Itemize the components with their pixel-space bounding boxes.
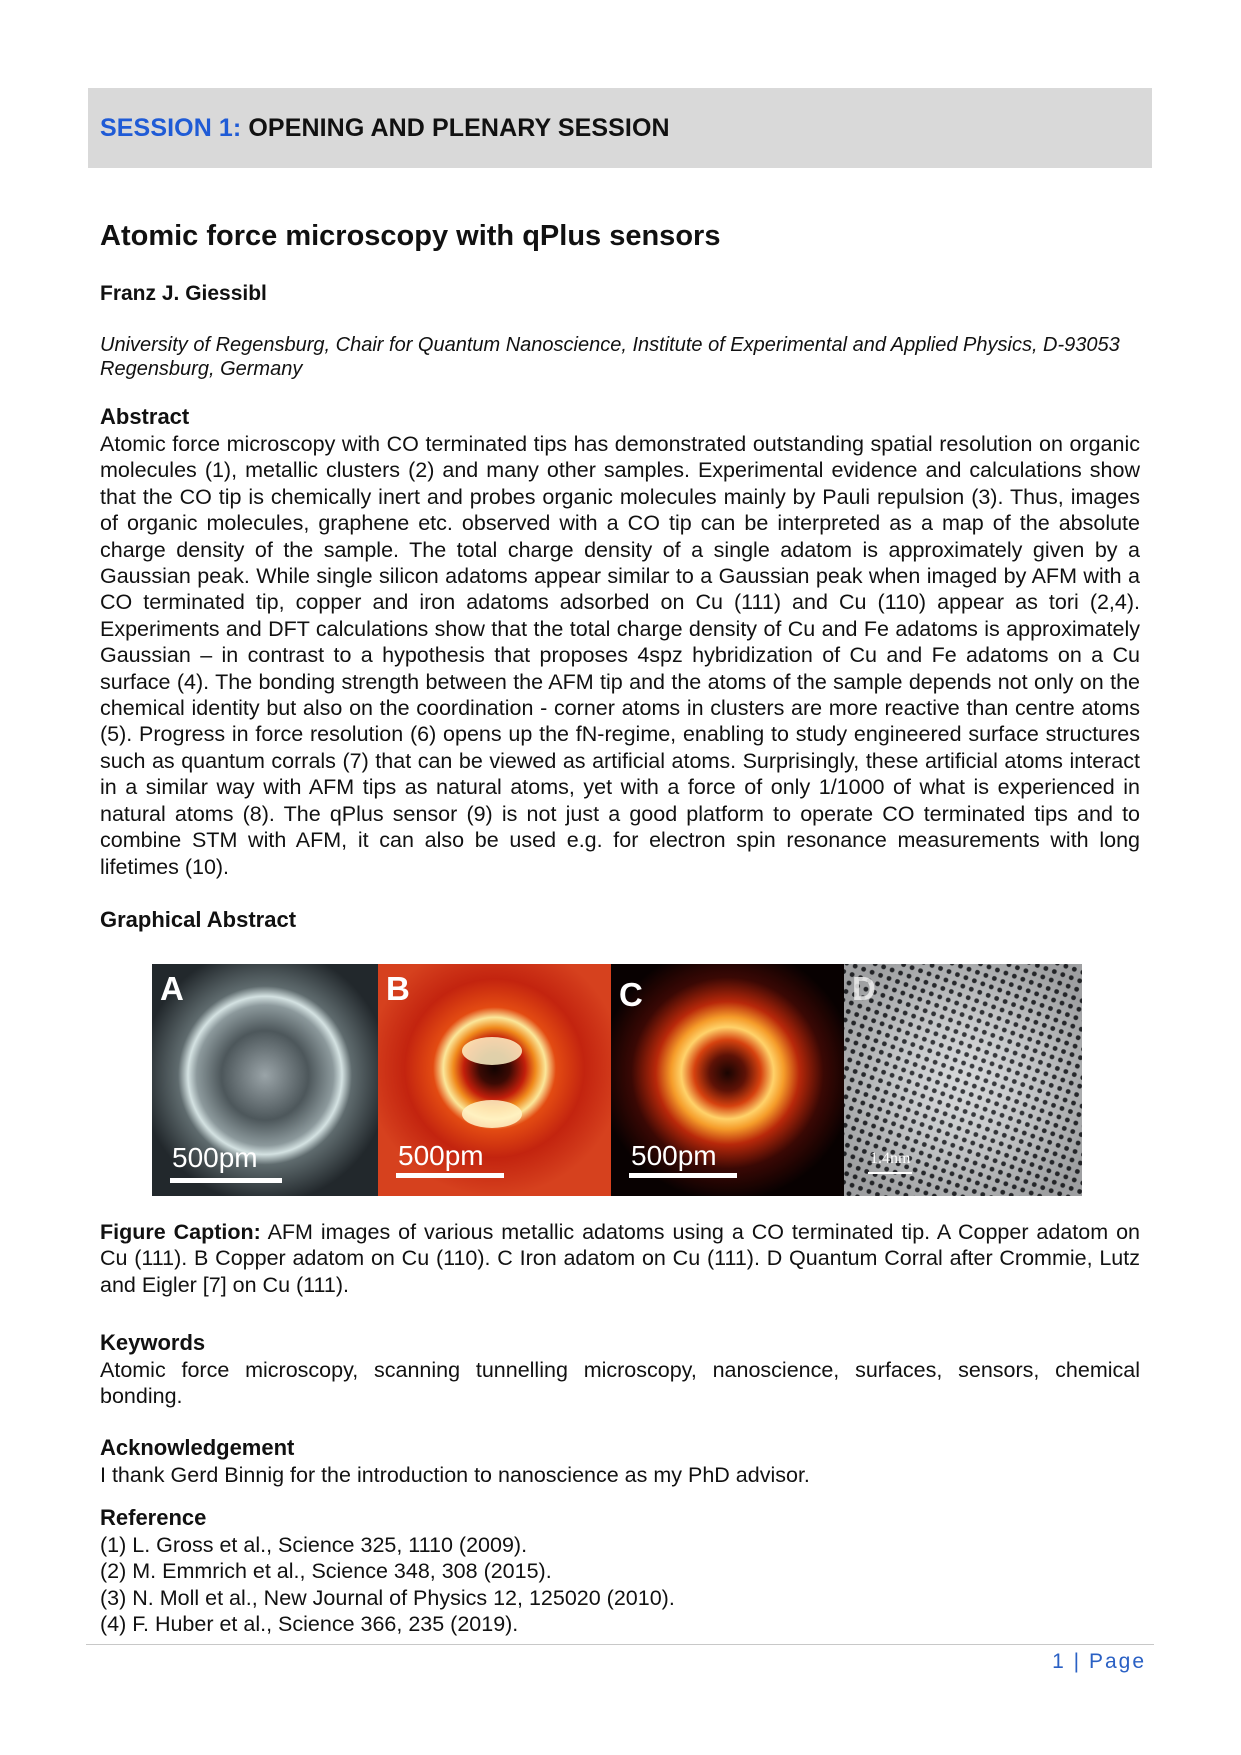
abstract-text: Atomic force microscopy with CO terminated tips has demonstrated outstanding spatial resolution on organic molecules (1), metallic clusters (2) and many other samples. Experimental evidence and calculations show that the CO tip is chemically inert and probes organic molecules mainly by Pauli repulsion (3). Thus, images of organic molecules, graphene etc. observed with a CO tip can be interpreted as a map of the absolute charge density of the sample. The total charge density of a single adatom is approximately given by a Gaussian peak. While single silicon adatoms appear similar to a Gaussian peak when imaged by AFM with a CO terminated tip, copper and iron adatoms adsorbed on Cu (111) and Cu (110) appear as tori (2,4). Experiments and DFT calculations show that the total charge density of Cu and Fe adatoms is approximately Gaussian – in contrast to a hypothesis that proposes 4spz hybridization of Cu and Fe adatoms on a Cu surface (4). The bonding strength between the AFM tip and the atoms of the sample depends not only on the chemical identity but also on the coordination - corner atoms in clusters are more reactive than centre atoms (5). Progress in force resolution (6) opens up the fN-regime, enabling to study engineered surface structures such as quantum corrals (7) that can be viewed as artificial atoms. Surprisingly, these artificial atoms interact in a similar way with AFM tips as natural atoms, yet with a force of only 1/1000 of what is experienced in natural atoms (8). The qPlus sensor (9) is not just a good platform to operate CO terminated tips and to combine STM with AFM, it can also be used e.g. for electron spin resonance measurements with long lifetimes (10). <box>100 432 1140 879</box>
panel-d <box>844 964 1082 1196</box>
scale-label: 500pm <box>631 1140 717 1171</box>
session-label: SESSION 1: <box>100 114 242 142</box>
footer-separator: | <box>1073 1650 1082 1673</box>
panel-letter: C <box>619 976 643 1013</box>
acknowledgement-heading: Acknowledgement <box>100 1435 295 1460</box>
panel-letter: D <box>852 970 876 1007</box>
keywords-heading: Keywords <box>100 1330 206 1355</box>
abstract-heading: Abstract <box>100 404 190 429</box>
reference-list <box>100 1532 675 1638</box>
graphical-abstract-heading: Graphical Abstract <box>100 907 297 932</box>
session-header <box>100 114 670 143</box>
figure-caption-label: Figure Caption: <box>100 1220 261 1244</box>
panel-c <box>611 964 844 1196</box>
references-heading: Reference <box>100 1505 207 1530</box>
graphical-abstract-figure <box>152 964 1082 1196</box>
scale-bar <box>396 1173 504 1178</box>
scale-label: 500pm <box>398 1140 484 1171</box>
figure-caption <box>100 1219 1140 1298</box>
page-label: Page <box>1088 1650 1146 1673</box>
keywords-text: Atomic force microscopy, scanning tunnelling microscopy, nanoscience, surfaces, sensors, chemical bonding. <box>100 1358 1140 1409</box>
panel-b <box>378 964 611 1196</box>
panel-a <box>152 964 378 1196</box>
scale-bar <box>170 1178 282 1183</box>
page-footer <box>1052 1650 1146 1674</box>
reference-item: (1) L. Gross et al., Science 325, 1110 (2009). <box>100 1533 528 1557</box>
paper-affiliation: University of Regensburg, Chair for Quantum Nanoscience, Institute of Experimental and Applied Physics, D-93053 Regensburg, Germany <box>100 334 1120 380</box>
acknowledgement-text: I thank Gerd Binnig for the introduction to nanoscience as my PhD advisor. <box>100 1463 810 1487</box>
session-title: OPENING AND PLENARY SESSION <box>248 114 670 142</box>
reference-item: (3) N. Moll et al., New Journal of Physics 12, 125020 (2010). <box>100 1585 675 1610</box>
page-number: 1 <box>1052 1650 1066 1673</box>
panel-letter: A <box>160 970 184 1007</box>
footer-divider <box>86 1644 1154 1645</box>
scale-bar <box>868 1172 912 1174</box>
reference-item: (4) F. Huber et al., Science 366, 235 (2019). <box>100 1612 519 1637</box>
scale-bar <box>629 1173 737 1178</box>
paper-author: Franz J. Giessibl <box>100 282 267 305</box>
figure-caption-text: AFM images of various metallic adatoms using a CO terminated tip. A Copper adatom on Cu (111). B Copper adatom on Cu (110). C Iron adatom on Cu (111). D Quantum Corral after Crommie, Lutz and Eigler [7] on Cu (111). <box>100 1220 1140 1297</box>
scale-label: 500pm <box>172 1142 258 1173</box>
paper-title: Atomic force microscopy with qPlus sensors <box>100 220 721 252</box>
scale-label: 1.4nm <box>870 1150 911 1167</box>
panel-letter: B <box>386 970 410 1007</box>
reference-item: (2) M. Emmrich et al., Science 348, 308 (2015). <box>100 1559 552 1584</box>
